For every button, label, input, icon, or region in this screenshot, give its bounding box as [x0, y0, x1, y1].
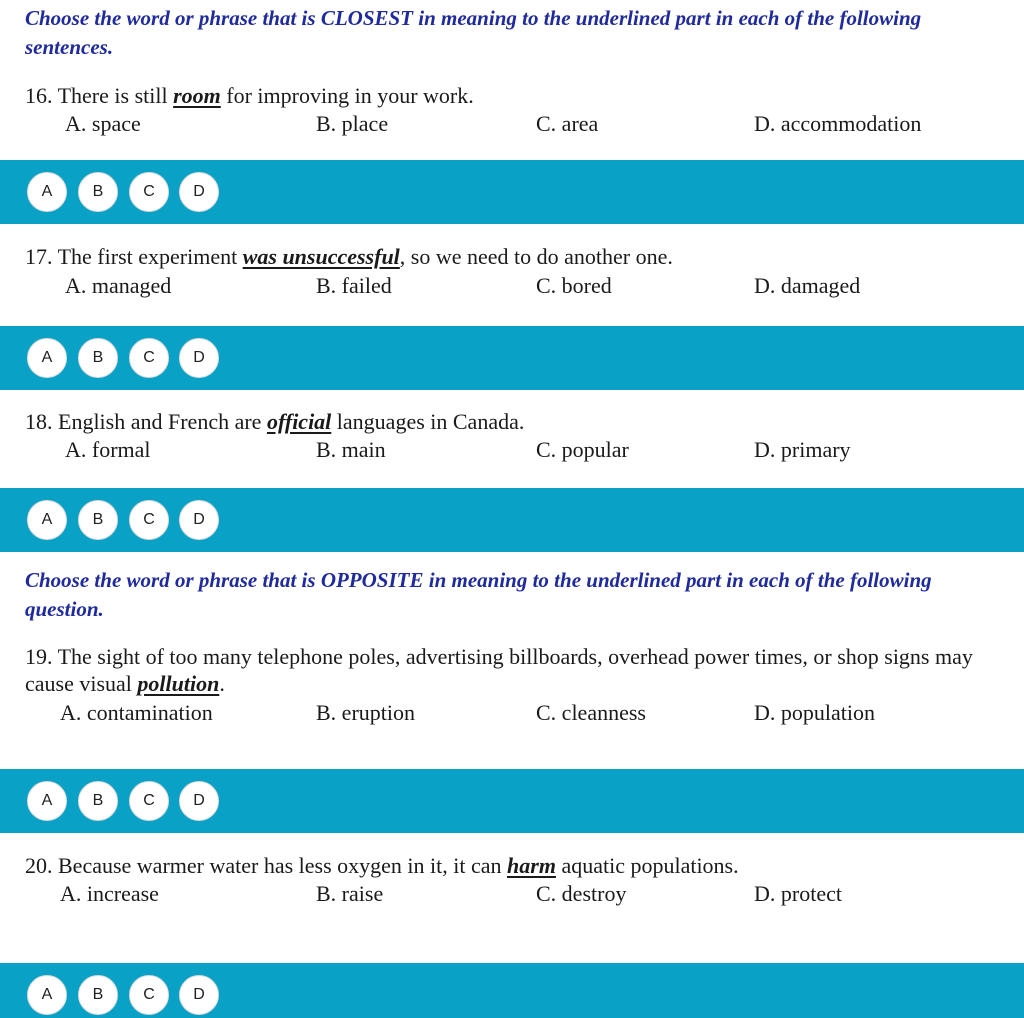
- question-16-option-d: D. accommodation: [754, 111, 922, 136]
- question-19-after: .: [219, 671, 225, 696]
- question-19-stem: [25, 643, 995, 697]
- question-20-underlined: harm: [507, 853, 556, 878]
- answer-18-b-button[interactable]: B: [78, 500, 118, 540]
- answer-17-b-button[interactable]: B: [78, 338, 118, 378]
- answer-bar-20: [0, 963, 1024, 1018]
- question-16-stem: [25, 82, 995, 109]
- answer-16-c-button[interactable]: C: [129, 172, 169, 212]
- answer-bar-17: [0, 326, 1024, 390]
- question-16-option-c: C. area: [536, 111, 599, 136]
- question-17-option-a: A. managed: [65, 273, 172, 298]
- answer-16-b-button[interactable]: B: [78, 172, 118, 212]
- answer-18-c-button[interactable]: C: [129, 500, 169, 540]
- question-20-option-b: B. raise: [316, 881, 384, 906]
- question-19-option-c: C. cleanness: [536, 700, 646, 725]
- question-16-option-b: B. place: [316, 111, 389, 136]
- question-20-before: 20. Because warmer water has less oxygen in it, it can: [25, 853, 508, 878]
- answer-19-b-button[interactable]: B: [78, 781, 118, 821]
- answer-19-a-button[interactable]: A: [27, 781, 67, 821]
- answer-17-d-button[interactable]: D: [179, 338, 219, 378]
- question-18-after: languages in Canada.: [331, 409, 525, 434]
- question-16-after: for improving in your work.: [220, 83, 474, 108]
- question-20-after: aquatic populations.: [555, 853, 739, 878]
- answer-18-d-button[interactable]: D: [179, 500, 219, 540]
- answer-19-c-button[interactable]: C: [129, 781, 169, 821]
- question-18-option-c: C. popular: [536, 437, 629, 462]
- question-20-option-c: C. destroy: [536, 881, 627, 906]
- instruction-closest: Choose the word or phrase that is CLOSEST in meaning to the underlined part in each of the following sentences.: [25, 6, 922, 59]
- instruction-opposite: Choose the word or phrase that is OPPOSITE in meaning to the underlined part in each of the following question.: [25, 568, 932, 621]
- answer-19-d-button[interactable]: D: [179, 781, 219, 821]
- question-17-underlined: was unsuccessful: [242, 244, 400, 269]
- question-16-option-a: A. space: [65, 111, 141, 136]
- answer-bar-18: [0, 488, 1024, 552]
- question-17-before: 17. The first experiment: [25, 244, 243, 269]
- answer-bar-19: [0, 769, 1024, 833]
- question-17-option-d: D. damaged: [754, 273, 861, 298]
- answer-17-a-button[interactable]: A: [27, 338, 67, 378]
- question-17-stem: [25, 243, 995, 270]
- question-19-underlined: pollution: [137, 671, 220, 696]
- question-16-before: 16. There is still: [25, 83, 174, 108]
- question-18-stem: [25, 408, 995, 435]
- question-20-option-a: A. increase: [60, 881, 159, 906]
- question-18-before: 18. English and French are: [25, 409, 267, 434]
- answer-20-a-button[interactable]: A: [27, 975, 67, 1015]
- answer-16-d-button[interactable]: D: [179, 172, 219, 212]
- question-20-stem: [25, 852, 995, 879]
- question-17-option-b: B. failed: [316, 273, 392, 298]
- question-19-before: 19. The sight of too many telephone poles, advertising billboards, overhead power times, or shop signs may cause visual: [25, 644, 973, 696]
- question-18-option-d: D. primary: [754, 437, 851, 462]
- answer-17-c-button[interactable]: C: [129, 338, 169, 378]
- question-18-option-a: A. formal: [65, 437, 151, 462]
- question-19-option-d: D. population: [754, 700, 875, 725]
- question-19-option-b: B. eruption: [316, 700, 415, 725]
- question-17-option-c: C. bored: [536, 273, 612, 298]
- answer-18-a-button[interactable]: A: [27, 500, 67, 540]
- answer-bar-16: [0, 160, 1024, 224]
- answer-20-b-button[interactable]: B: [78, 975, 118, 1015]
- answer-20-d-button[interactable]: D: [179, 975, 219, 1015]
- question-17-after: , so we need to do another one.: [399, 244, 673, 269]
- question-18-underlined: official: [266, 409, 332, 434]
- question-16-underlined: room: [173, 83, 221, 108]
- answer-20-c-button[interactable]: C: [129, 975, 169, 1015]
- question-18-option-b: B. main: [316, 437, 386, 462]
- answer-16-a-button[interactable]: A: [27, 172, 67, 212]
- question-20-option-d: D. protect: [754, 881, 842, 906]
- question-19-option-a: A. contamination: [60, 700, 213, 725]
